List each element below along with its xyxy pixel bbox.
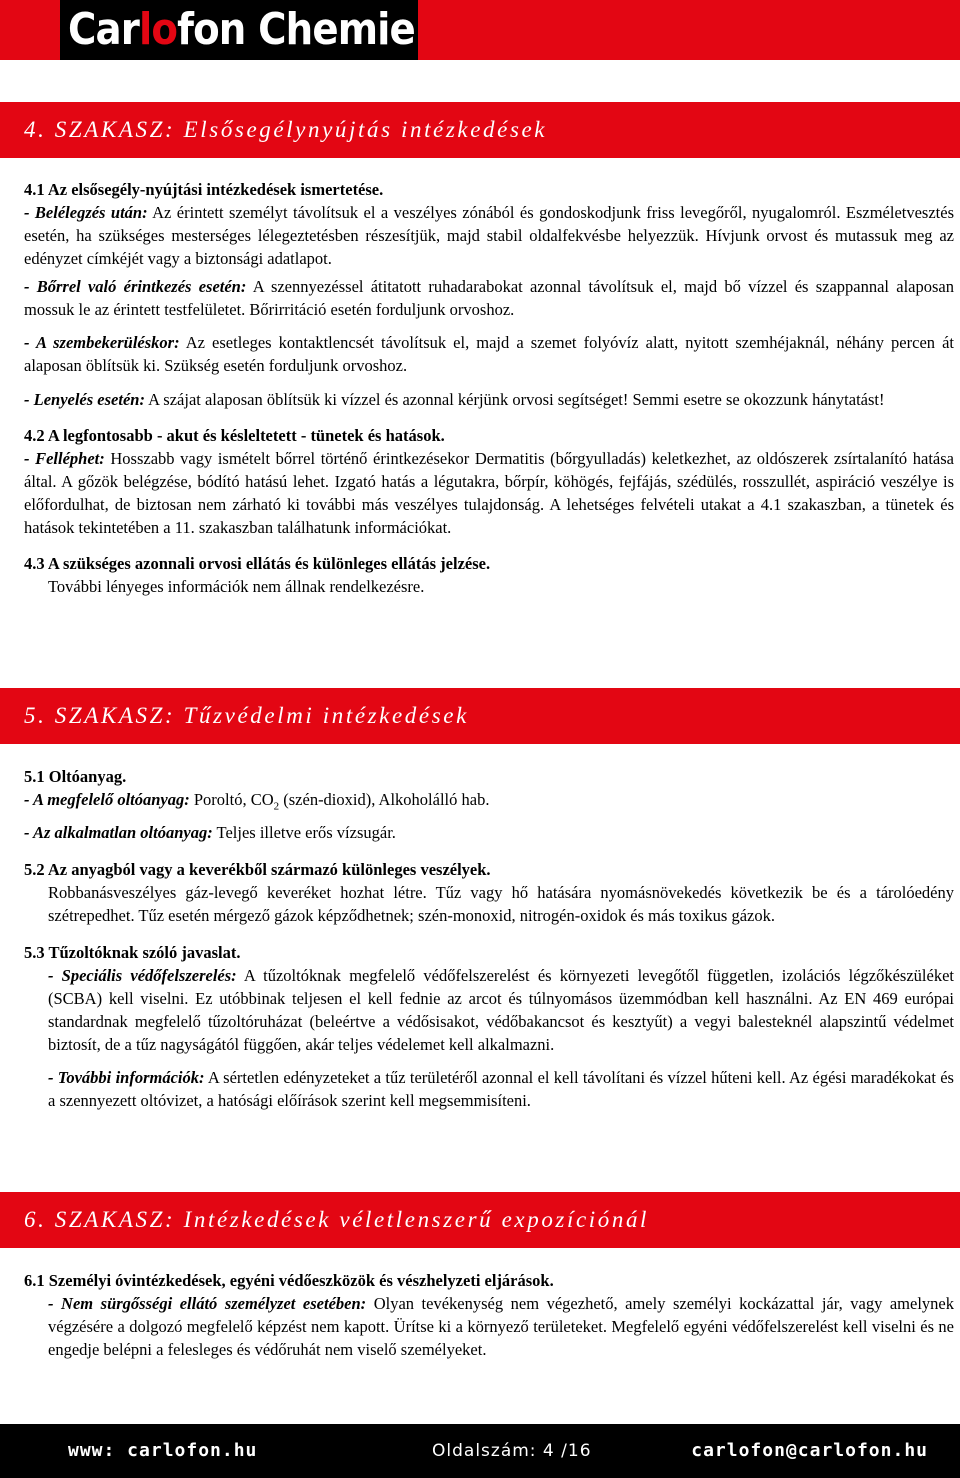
protective-equipment-paragraph: - Speciális védőfelszerelés: A tűzoltóknak megfelelő védőfelszerelést és környezeti levegőtől független, izolációs légzőkészüléket (SCBA) kell viselni. Ez utóbbinak teljesen el kell fednie az arcot és túlnyomásos üzemmódban kell használni. Az EN 469 európai standardnak megfelelő tűzoltóruházat (beleértve a védősisakot, védőbakancsot és kesztyűt) a vegyi balesteknél alapszintű védelmet biztosít, de a tűz nagyságától függően, akár teljes védelemet kell alkalmazni.	[48, 966, 954, 1054]
section-5-content	[24, 765, 954, 1112]
footer-page-number: Oldalszám: 4 /16	[432, 1441, 592, 1461]
logo-red-block-left	[0, 0, 60, 60]
inhalation-paragraph: - Belélegzés után: Az érintett személyt távolítsuk el a veszélyes zónából és gondoskodjunk friss levegőről, nyugalomról. Eszméletvesztés esetén, ha szükséges mesterséges lélegeztetésben részesítjük, majd stabil oldalfekvésbe helyezzük. Hívjunk orvost és mutassuk meg az edényzet címkéjét vagy a biztonsági adatlapot.	[24, 203, 954, 268]
skin-contact-paragraph: - Bőrrel való érintkezés esetén: A szennyezéssel átitatott ruhadarabokat azonnal távolítsuk el, majd bő vízzel és szappannal alaposan mossuk le az érintett testfelületet. Bőrirritáció esetén forduljunk orvoshoz.	[24, 277, 954, 319]
section-5-header: 5. SZAKASZ: Tűzvédelmi intézkedések	[0, 688, 960, 744]
section-6-header: 6. SZAKASZ: Intézkedések véletlenszerű expozíciónál	[0, 1192, 960, 1248]
page-footer	[0, 1424, 960, 1478]
logo-red-block-right	[418, 0, 960, 60]
further-information-paragraph: - További információk: A sértetlen edényzeteket a tűz területéről azonnal el kell távolítani és vízzel hűteni kell. Az égési maradékokat és a szennyezett oltóvizet, a hatósági előírások szerint kell megsemmisíteni.	[48, 1068, 954, 1110]
footer-email-link[interactable]: carlofon@carlofon.hu	[691, 1440, 928, 1461]
subsection-4-3-heading: 4.3 A szükséges azonnali orvosi ellátás és különleges ellátás jelzése.	[24, 554, 491, 573]
non-emergency-personnel-paragraph: - Nem sürgősségi ellátó személyzet esetében: Olyan tevékenység nem végezhető, amely személyi kockázattal jár, vagy amelynek végzésére a dolgozó megfelelő képzést nem kapott. Ürítse ki a környező területeket. Megfelelő egyéni védőfelszerelést kell viselni és ne engedje belépni a felesleges és védőruhát nem viselő személyeket.	[48, 1294, 954, 1359]
subsection-5-1-heading: 5.1 Oltóanyag.	[24, 767, 127, 786]
header-logo-bar	[0, 0, 960, 60]
section-4-content	[24, 178, 954, 598]
section-6-content	[24, 1269, 954, 1361]
special-hazards-paragraph: Robbanásveszélyes gáz-levegő keveréket hozhat létre. Tűz vagy hő hatására nyomásnövekedés következik be és a tárolóedény szétrepedhet. Tűz esetén mérgező gázok képződhetnek; szén-monoxid, nitrogén-oxidok és más toxikus gázok.	[48, 883, 954, 925]
suitable-extinguisher-paragraph: - A megfelelő oltóanyag: Poroltó, $CO_2$ (szén-dioxid), Alkoholálló hab.	[24, 790, 490, 813]
company-logo: Carlofon Chemie	[68, 4, 415, 55]
subsection-5-3-heading: 5.3 Tűzoltóknak szóló javaslat.	[24, 943, 241, 962]
subsection-4-2-heading: 4.2 A legfontosabb - akut és késleltetett - tünetek és hatások.	[24, 426, 445, 445]
subsection-4-1-heading: 4.1 Az elsősegély-nyújtási intézkedések ismertetése.	[24, 180, 384, 199]
unsuitable-extinguisher-paragraph: - Az alkalmatlan oltóanyag: Teljes illetve erős vízsugár.	[24, 823, 396, 842]
symptoms-paragraph: - Felléphet: Hosszabb vagy ismételt bőrrel történő érintkezésekor Dermatitis (bőrgyulladás) keletkezhet, az oldószerek zsírtalanító hatása által. A gőzök belégzése, bódító hatású lehet. Izgató hatás a légutakra, bőrpír, köhögés, fejfájás, szédülés, rosszullét, aspiráció veszélye is előfordulhat, de biztosan nem zárható ki további más veszélyes tulajdonság. A lehetséges felvételi utakat a 4.1 szakaszban, a tünetek és hatások tekintetében a 11. szakaszban találhatunk információkat.	[24, 449, 954, 537]
subsection-5-2-heading: 5.2 Az anyagból vagy a keverékből származó különleges veszélyek.	[24, 860, 491, 879]
eye-contact-paragraph: - A szembekerüléskor: Az esetleges kontaktlencsét távolítsuk el, majd a szemet folyóvíz alatt, nyitott szemhéjaknál, néhány percen át alaposan öblítsük ki. Szükség esetén forduljunk orvoshoz.	[24, 333, 954, 375]
section-4-header: 4. SZAKASZ: Elsősegélynyújtás intézkedések	[0, 102, 960, 158]
subsection-4-3-text: További lényeges információk nem állnak rendelkezésre.	[48, 577, 425, 596]
subsection-6-1-heading: 6.1 Személyi óvintézkedések, egyéni védőeszközök és vészhelyzeti eljárások.	[24, 1271, 554, 1290]
ingestion-paragraph: - Lenyelés esetén: A szájat alaposan öblítsük ki vízzel és azonnal kérjünk orvosi segítséget! Semmi esetre se okozzunk hánytatást!	[24, 390, 885, 409]
footer-website-link[interactable]: www: carlofon.hu	[68, 1440, 258, 1461]
